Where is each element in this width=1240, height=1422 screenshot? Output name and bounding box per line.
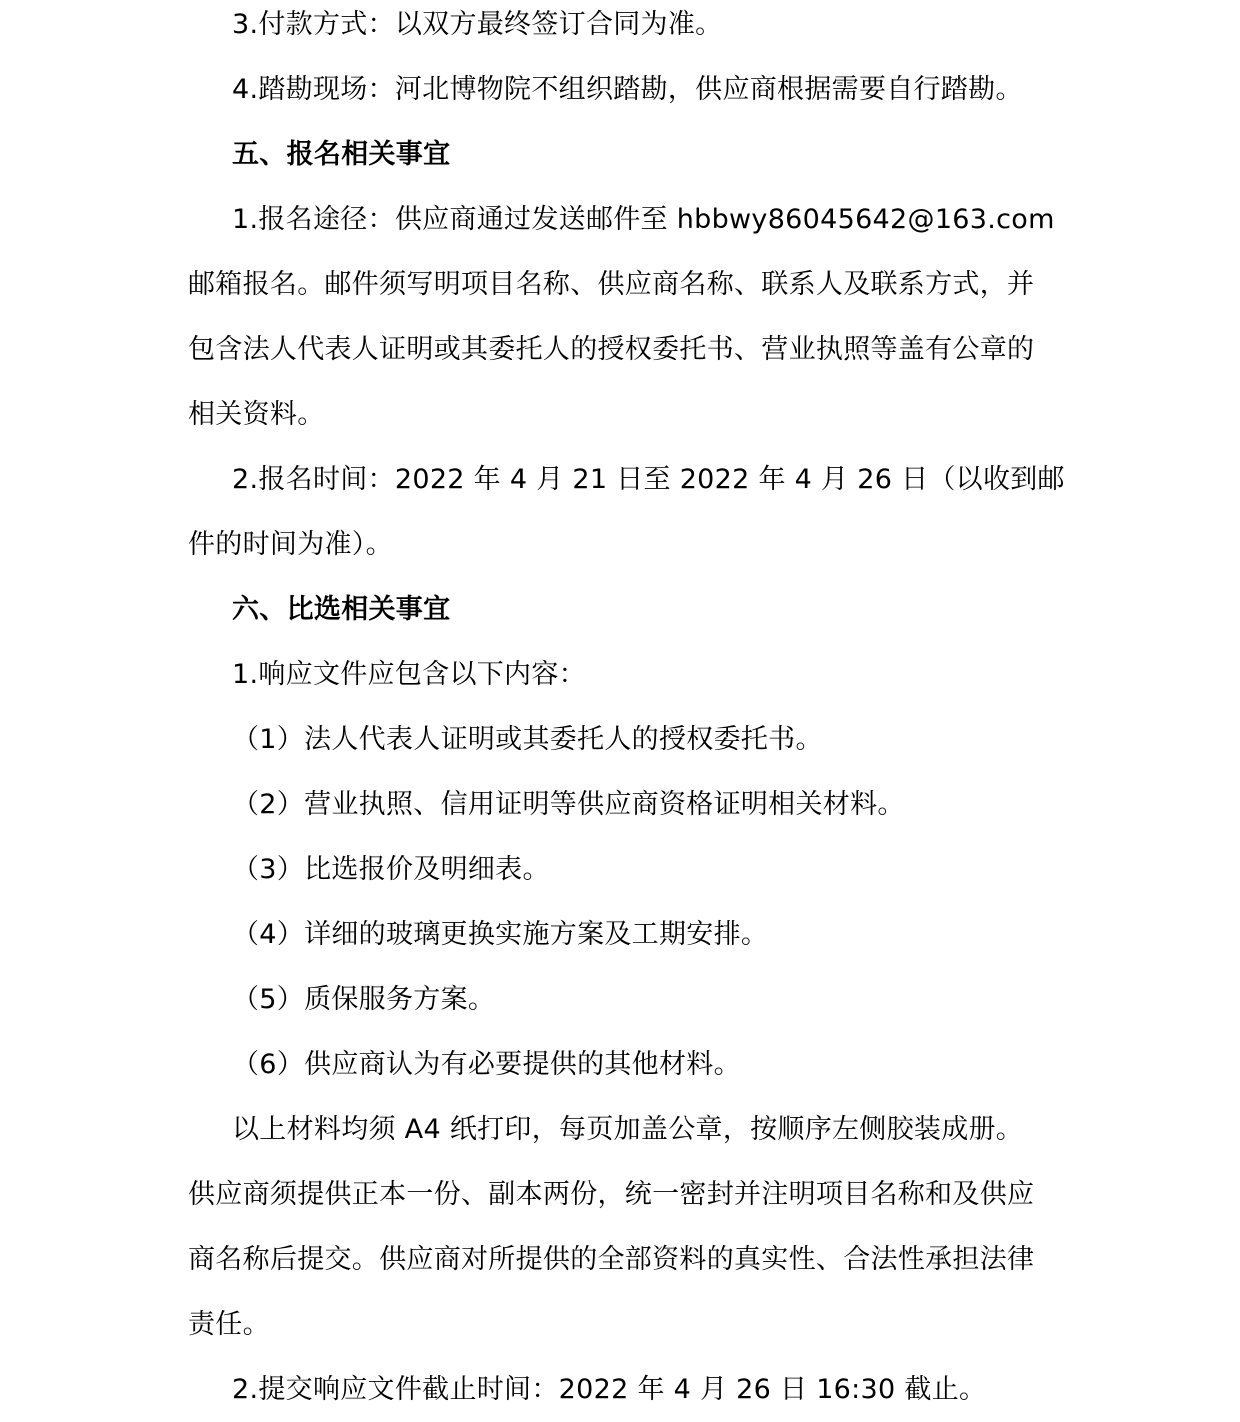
deadline-line: 2.提交响应文件截止时间：2022 年 4 月 26 日 16:30 截止。 — [232, 1374, 987, 1405]
list-item-4: （4）详细的玻璃更换实施方案及工期安排。 — [232, 919, 769, 950]
registration-method-line-3: 包含法人代表人证明或其委托人的授权委托书、营业执照等盖有公章的 — [188, 334, 1035, 365]
materials-line-2: 供应商须提供正本一份、副本两份，统一密封并注明项目名称和及供应 — [188, 1179, 1035, 1210]
list-item-6: （6）供应商认为有必要提供的其他材料。 — [232, 1049, 741, 1080]
list-item-3: （3）比选报价及明细表。 — [232, 854, 550, 885]
registration-method-line: 1.报名途径：供应商通过发送邮件至 hbbwy86045642@163.com — [232, 204, 1055, 235]
list-item-1: （1）法人代表人证明或其委托人的授权委托书。 — [232, 724, 823, 755]
list-item-5: （5）质保服务方案。 — [232, 984, 496, 1015]
section-five-heading: 五、报名相关事宜 — [232, 139, 451, 170]
site-visit-line: 4.踏勘现场：河北博物院不组织踏勘，供应商根据需要自行踏勘。 — [232, 74, 1023, 105]
materials-line-3: 商名称后提交。供应商对所提供的全部资料的真实性、合法性承担法律 — [188, 1244, 1035, 1275]
registration-time-line: 2.报名时间：2022 年 4 月 21 日至 2022 年 4 月 26 日（以收到邮 — [232, 464, 1065, 495]
response-contents-line: 1.响应文件应包含以下内容： — [232, 659, 586, 690]
section-six-heading: 六、比选相关事宜 — [232, 594, 451, 625]
registration-method-line-2: 邮箱报名。邮件须写明项目名称、供应商名称、联系人及联系方式，并 — [188, 269, 1035, 300]
materials-line: 以上材料均须 A4 纸打印，每页加盖公章，按顺序左侧胶装成册。 — [232, 1114, 1024, 1145]
list-item-2: （2）营业执照、信用证明等供应商资格证明相关材料。 — [232, 789, 905, 820]
registration-time-line-2: 件的时间为准）。 — [188, 529, 393, 560]
registration-method-line-4: 相关资料。 — [188, 399, 325, 430]
payment-method-line: 3.付款方式：以双方最终签订合同为准。 — [232, 9, 723, 40]
materials-line-4: 责任。 — [188, 1309, 270, 1340]
